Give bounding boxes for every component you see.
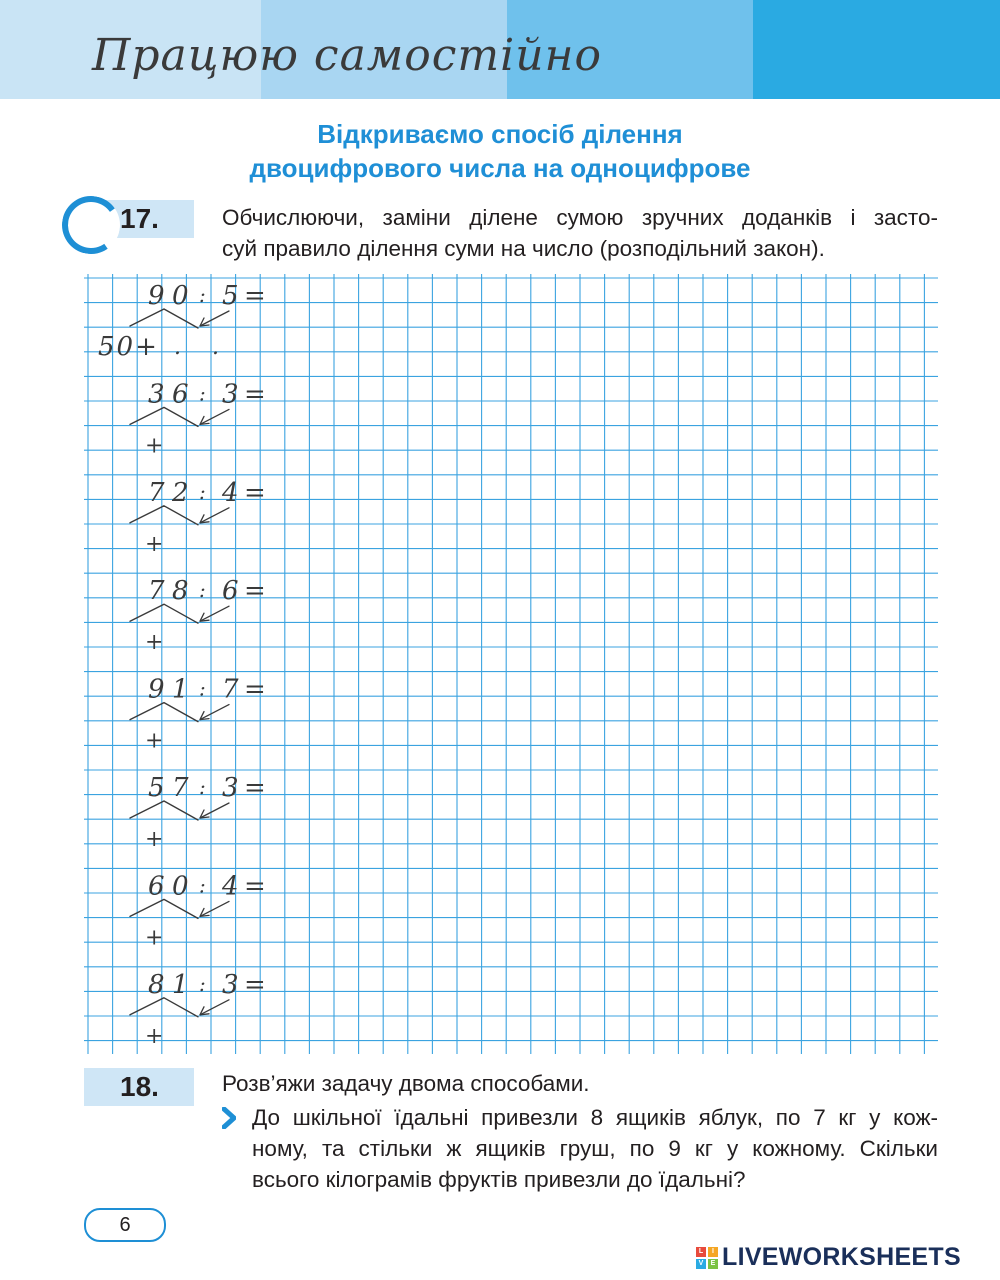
- division-sign: :: [199, 971, 206, 996]
- dividend-digit: 7: [148, 477, 165, 508]
- dividend-digit: 6: [172, 379, 189, 410]
- chevron-right-icon: [222, 1107, 236, 1129]
- division-sign: :: [199, 676, 206, 701]
- grid-lines: [84, 274, 938, 1054]
- split-arc: [130, 309, 198, 328]
- task-18-intro: Розв’яжи задачу двома способами.: [222, 1071, 590, 1096]
- division-sign: :: [199, 873, 206, 898]
- plus-sign: +: [145, 433, 164, 459]
- task-18-problem-line-1: До шкільної їдальні привезли 8 ящиків яблук, по 7 кг у кож-: [252, 1105, 938, 1130]
- topic-title-line-2: двоцифрового числа на одноцифрове: [249, 153, 751, 183]
- divisor: 4: [222, 477, 239, 508]
- dividend-digit: 8: [172, 576, 189, 607]
- equals-sign: =: [244, 773, 266, 803]
- task-18-number: 18.: [120, 1071, 159, 1102]
- dividend-digit: 1: [172, 969, 189, 1000]
- hint-sum: 50+: [98, 332, 159, 362]
- dividend-digit: 0: [172, 281, 189, 311]
- divisor: 3: [222, 379, 239, 410]
- task-18-problem: [252, 1102, 938, 1195]
- division-sign: :: [199, 578, 206, 603]
- divisor: 6: [222, 576, 239, 607]
- dividend-digit: 1: [172, 674, 189, 705]
- task-18-problem-line-2: ному, та стільки ж ящиків груш, по 9 кг у кожному. Скільки: [252, 1136, 938, 1161]
- split-arc: [130, 703, 198, 722]
- dividend-digit: 7: [172, 773, 189, 803]
- divisor: 5: [222, 281, 239, 311]
- task-17-instruction-line-1: Обчислюючи, заміни ділене сумою зручних доданків і засто-: [222, 205, 938, 230]
- liveworksheets-logo: [696, 1243, 961, 1272]
- topic-title-line-1: Відкриваємо спосіб ділення: [317, 119, 683, 149]
- plus-sign: +: [145, 1023, 164, 1049]
- dividend-digit: 6: [148, 871, 165, 902]
- task-17-instruction-line-2: суй правило ділення суми на число (розподільний закон).: [222, 236, 825, 261]
- dividend-digit: 8: [148, 969, 165, 1000]
- dividend-digit: 2: [172, 477, 189, 508]
- equals-sign: =: [244, 969, 266, 1000]
- division-problems: [98, 281, 266, 1049]
- section-title: Працюю самостійно: [92, 30, 603, 81]
- split-arc: [130, 407, 198, 426]
- equals-sign: =: [244, 379, 266, 410]
- plus-sign: +: [145, 925, 164, 951]
- equals-sign: =: [244, 871, 266, 902]
- hint-dots: . .: [174, 335, 231, 360]
- division-sign: :: [199, 479, 206, 504]
- divisor: 4: [222, 871, 239, 902]
- task-17-number: 17.: [120, 203, 159, 234]
- plus-sign: +: [145, 827, 164, 852]
- equals-sign: =: [244, 674, 266, 705]
- dividend-digit: 9: [148, 674, 165, 705]
- logo-tiles-icon: L I V E: [696, 1247, 718, 1269]
- watermark-text: LIVEWORKSHEETS: [722, 1243, 961, 1271]
- division-sign: :: [199, 283, 206, 307]
- split-arc: [130, 998, 198, 1017]
- equals-sign: =: [244, 281, 266, 311]
- divisor: 3: [222, 773, 239, 803]
- dividend-digit: 0: [172, 871, 189, 902]
- split-arc: [130, 506, 198, 525]
- division-sign: :: [199, 775, 206, 799]
- split-arc: [130, 604, 198, 623]
- divisor: 7: [222, 674, 239, 705]
- page-number: 6: [84, 1208, 166, 1242]
- task-18-problem-line-3: всього кілограмів фруктів привезли до їдальні?: [252, 1167, 746, 1192]
- dividend-digit: 5: [148, 773, 165, 803]
- plus-sign: +: [145, 531, 164, 557]
- equals-sign: =: [244, 477, 266, 508]
- divisor: 3: [222, 969, 239, 1000]
- equals-sign: =: [244, 576, 266, 607]
- dividend-digit: 7: [148, 576, 165, 607]
- split-arc: [130, 899, 198, 918]
- split-arc: [130, 801, 198, 820]
- plus-sign: +: [145, 728, 164, 754]
- dividend-digit: 3: [148, 379, 165, 410]
- division-sign: :: [199, 381, 206, 406]
- dividend-digit: 9: [148, 281, 165, 311]
- plus-sign: +: [145, 630, 164, 656]
